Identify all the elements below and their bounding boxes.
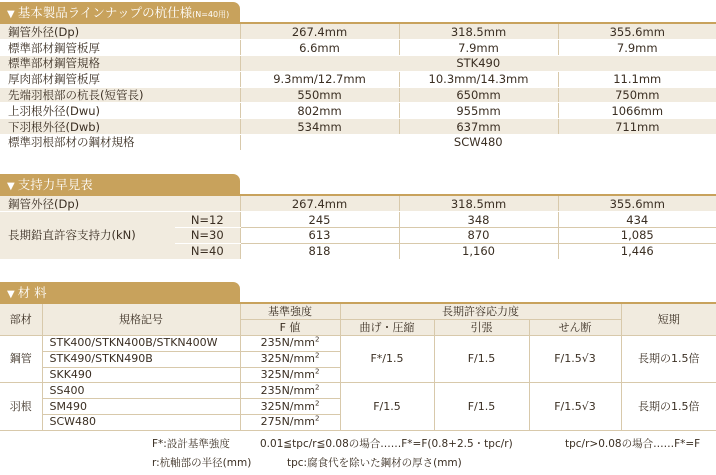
cell-value: 10.3mm/14.3mm: [399, 71, 558, 87]
cell-value: 6.6mm: [240, 40, 399, 56]
strength-value: $235N/mm^2$: [240, 336, 340, 352]
cell-value: 1,160: [399, 243, 558, 259]
note-line2-a: r:杭軸部の半径(mm): [152, 457, 252, 469]
note-line1-b: 0.01≦tpc/r≦0.08の場合……F*=F(0.8+2.5・tpc/r): [260, 438, 513, 450]
note-line1-c: tpc/r>0.08の場合……F*=F: [565, 438, 701, 450]
bend-value: F*/1.5: [340, 336, 434, 383]
spec-code: STK490/STKN490B: [42, 351, 240, 367]
strength-value: $275N/mm^2$: [240, 415, 340, 431]
cell-value: 267.4mm: [240, 24, 399, 40]
cell-value: 267.4mm: [240, 196, 399, 212]
cell-value: 7.9mm: [558, 40, 716, 56]
table-header-row: [0, 304, 716, 320]
table-row: [0, 103, 716, 119]
cell-value: 534mm: [240, 119, 399, 135]
cell-value: 711mm: [558, 119, 716, 135]
cell-value: 348: [399, 212, 558, 228]
section-header-materials: [0, 282, 240, 303]
cell-value: 637mm: [399, 119, 558, 135]
triangle-down-icon: ▼: [7, 9, 15, 20]
cell-value: 7.9mm: [399, 40, 558, 56]
cell-value: 818: [240, 243, 399, 259]
spec-code: SS400: [42, 383, 240, 399]
cell-value: STK490: [240, 56, 716, 72]
cell-value: 1,085: [558, 228, 716, 244]
table-row: [0, 212, 716, 228]
cell-value: 802mm: [240, 103, 399, 119]
table-row: [0, 40, 716, 56]
section-header-capacity: [0, 174, 240, 195]
table-row: [0, 196, 716, 212]
cell-value: 650mm: [399, 87, 558, 103]
strength-value: $325N/mm^2$: [240, 351, 340, 367]
note-line2-b: tpc:腐食代を除いた鋼材の厚さ(mm): [287, 457, 462, 469]
cell-value: 750mm: [558, 87, 716, 103]
section-title: 基本製品ラインナップの杭仕様: [17, 5, 193, 20]
tension-value: F/1.5: [434, 383, 529, 430]
triangle-down-icon: ▼: [7, 181, 15, 192]
row-label: 鋼管外径(Dp): [0, 24, 240, 40]
table-row: [0, 135, 716, 151]
cell-value: 1066mm: [558, 103, 716, 119]
row-label: 厚肉部材鋼管板厚: [0, 71, 240, 87]
row-label: 鋼管外径(Dp): [0, 196, 240, 212]
n-value-label: N=12: [175, 212, 240, 228]
table-row: [0, 24, 716, 40]
row-label: 上羽根外径(Dwu): [0, 103, 240, 119]
n-value-label: N=30: [175, 228, 240, 244]
cell-value: 318.5mm: [399, 196, 558, 212]
header-f-value: F 値: [240, 320, 340, 336]
cell-value: SCW480: [240, 135, 716, 151]
spec-code: SKK490: [42, 367, 240, 383]
cell-value: 434: [558, 212, 716, 228]
shear-value: F/1.5√3: [529, 336, 621, 383]
bend-value: F/1.5: [340, 383, 434, 430]
cell-value: 1,446: [558, 243, 716, 259]
cell-value: 9.3mm/12.7mm: [240, 71, 399, 87]
table-row: [0, 56, 716, 72]
row-label: 標準部材鋼管板厚: [0, 40, 240, 56]
header-spec: 規格記号: [42, 304, 240, 336]
strength-value: $325N/mm^2$: [240, 399, 340, 415]
strength-value: $325N/mm^2$: [240, 367, 340, 383]
materials-table: [0, 304, 716, 431]
header-tension: 引張: [434, 320, 529, 336]
cell-value: 613: [240, 228, 399, 244]
member-label: 羽根: [0, 383, 42, 430]
header-short-term: 短期: [621, 304, 716, 336]
cell-value: 11.1mm: [558, 71, 716, 87]
table-row: [0, 383, 716, 399]
cell-value: 245: [240, 212, 399, 228]
section-title: 材 料: [17, 285, 47, 300]
cell-value: 955mm: [399, 103, 558, 119]
table-row: [0, 119, 716, 135]
header-shear: せん断: [529, 320, 621, 336]
tension-value: F/1.5: [434, 336, 529, 383]
row-label: 下羽根外径(Dwb): [0, 119, 240, 135]
group-label: 長期鉛直許容支持力(kN): [0, 212, 175, 259]
cell-value: 355.6mm: [558, 24, 716, 40]
cell-value: 318.5mm: [399, 24, 558, 40]
header-long-term: 長期許容応力度: [340, 304, 621, 320]
section-header-lineup: [0, 2, 240, 23]
header-member: 部材: [0, 304, 42, 336]
cell-value: 550mm: [240, 87, 399, 103]
table-row: [0, 336, 716, 352]
triangle-down-icon: ▼: [7, 289, 15, 300]
row-label: 先端羽根部の杭長(短管長): [0, 87, 240, 103]
table-row: [0, 87, 716, 103]
short-term-value: 長期の1.5倍: [621, 383, 716, 430]
shear-value: F/1.5√3: [529, 383, 621, 430]
strength-value: $235N/mm^2$: [240, 383, 340, 399]
note-line1-a: F*:設計基準強度: [152, 438, 230, 450]
section-title: 支持力早見表: [17, 177, 93, 192]
row-label: 標準部材鋼管規格: [0, 56, 240, 72]
row-label: 標準羽根部材の鋼材規格: [0, 135, 240, 151]
section-subtitle: (N=40用): [192, 10, 230, 19]
header-base-strength: 基準強度: [240, 304, 340, 320]
n-value-label: N=40: [175, 243, 240, 259]
spec-code: SM490: [42, 399, 240, 415]
cell-value: 870: [399, 228, 558, 244]
cell-value: 355.6mm: [558, 196, 716, 212]
spec-table: [0, 24, 716, 151]
capacity-table: [0, 196, 716, 260]
spec-code: SCW480: [42, 415, 240, 431]
header-bend: 曲げ・圧縮: [340, 320, 434, 336]
table-row: [0, 71, 716, 87]
short-term-value: 長期の1.5倍: [621, 336, 716, 383]
member-label: 鋼管: [0, 336, 42, 383]
spec-code: STK400/STKN400B/STKN400W: [42, 336, 240, 352]
